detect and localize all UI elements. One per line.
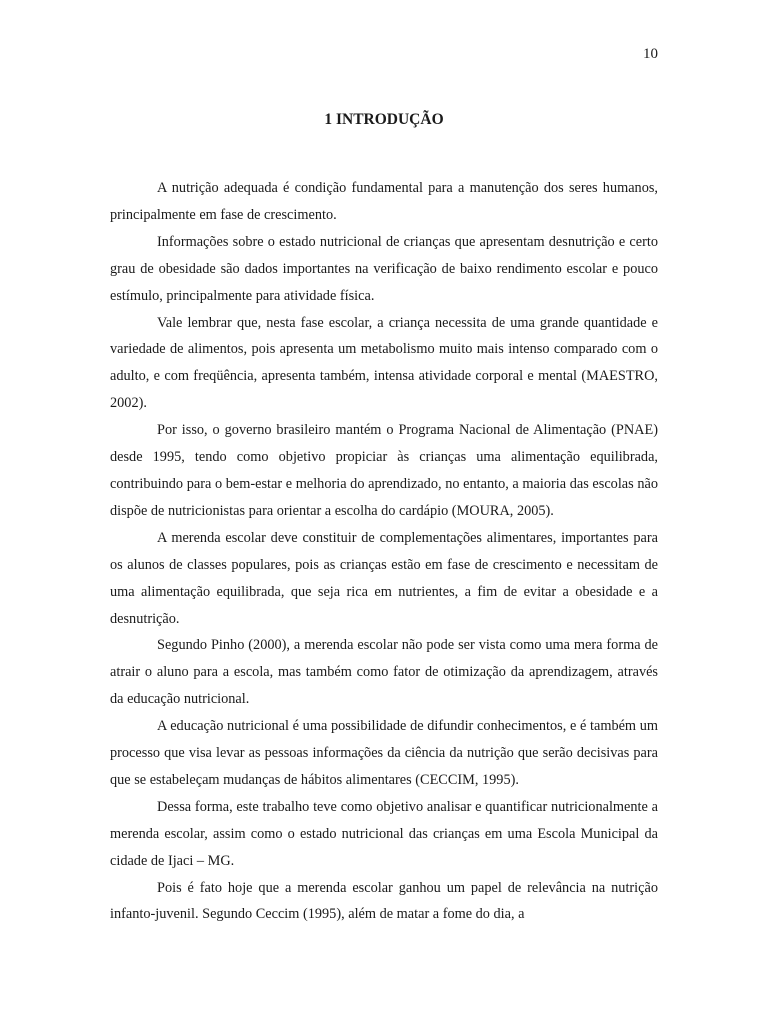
paragraph: Por isso, o governo brasileiro mantém o Programa Nacional de Alimentação (PNAE) desde 1995, tendo como objetivo propiciar às crianças uma alimentação equilibrada, contribuindo para o bem-estar e melhoria do aprendizado, no entanto, a maioria das escolas não dispõe de nutricionistas para orientar a escolha do cardápio (MOURA, 2005). — [110, 422, 658, 519]
paragraph: Pois é fato hoje que a merenda escolar ganhou um papel de relevância na nutrição infanto-juvenil. Segundo Ceccim (1995), além de matar a fome do dia, a — [110, 879, 658, 923]
paragraph: A nutrição adequada é condição fundamental para a manutenção dos seres humanos, principalmente em fase de crescimento. — [110, 180, 658, 223]
body-text — [110, 175, 658, 928]
paragraph: A merenda escolar deve constituir de complementações alimentares, importantes para os alunos de classes populares, pois as crianças estão em fase de crescimento e necessitam de uma alimentação equilibrada, que seja rica em nutrientes, a fim de evitar a obesidade e a desnutrição. — [110, 529, 658, 627]
paragraph: Segundo Pinho (2000), a merenda escolar não pode ser vista como uma mera forma de atrair o aluno para a escola, mas também como fator de otimização da aprendizagem, através da educação nutricional. — [110, 637, 658, 708]
page-number: 10 — [643, 46, 658, 62]
paragraph: Dessa forma, este trabalho teve como objetivo analisar e quantificar nutricionalmente a merenda escolar, assim como o estado nutricional das crianças em uma Escola Municipal da cidade de Ijaci – MG. — [110, 798, 658, 869]
paragraph: A educação nutricional é uma possibilidade de difundir conhecimentos, e é também um processo que visa levar as pessoas informações da ciência da nutrição que serão decisivas para que se estabeleçam mudanças de hábitos alimentares (CECCIM, 1995). — [110, 718, 658, 788]
paragraph: Informações sobre o estado nutricional de crianças que apresentam desnutrição e certo grau de obesidade são dados importantes na verificação de baixo rendimento escolar e pouco estímulo, principalmente para atividade física. — [110, 233, 658, 304]
chapter-title: 1 INTRODUÇÃO — [324, 111, 444, 128]
paragraph: Vale lembrar que, nesta fase escolar, a criança necessita de uma grande quantidade e variedade de alimentos, pois apresenta um metabolismo muito mais intenso comparado com o adulto, e com freqüência, apresenta também, intensa atividade corporal e mental (MAESTRO, 2002). — [110, 314, 658, 412]
